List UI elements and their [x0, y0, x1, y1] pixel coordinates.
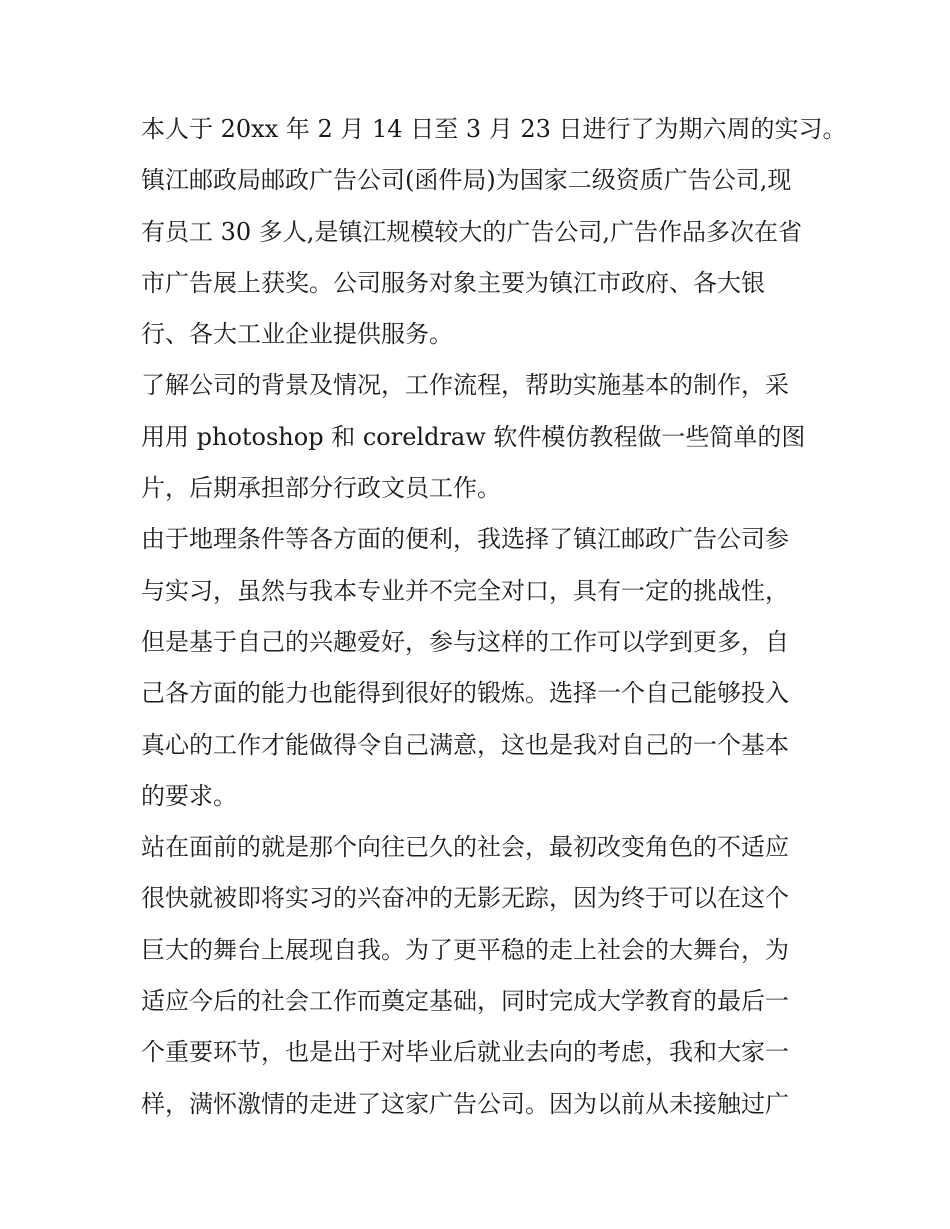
text-line-17: 巨大的舞台上展现自我。为了更平稳的走上社会的大舞台，为: [141, 935, 789, 964]
text-line-3: 有员工 30 多人,是镇江规模较大的广告公司,广告作品多次在省: [141, 217, 803, 246]
text-line-9: 由于地理条件等各方面的便利，我选择了镇江邮政广告公司参: [141, 525, 789, 554]
text-line-12: 己各方面的能力也能得到很好的锻炼。选择一个自己能够投入: [141, 679, 789, 708]
text-line-7: 用用 photoshop 和 coreldraw 软件模仿教程做一些简单的图: [141, 422, 806, 451]
text-line-14: 的要求。: [141, 781, 237, 810]
text-line-20: 样，满怀激情的走进了这家广告公司。因为以前从未接触过广: [141, 1089, 789, 1118]
text-line-18: 适应今后的社会工作而奠定基础，同时完成大学教育的最后一: [141, 987, 789, 1016]
text-line-5: 行、各大工业企业提供服务。: [141, 320, 453, 349]
text-line-8: 片，后期承担部分行政文员工作。: [141, 474, 501, 503]
text-line-4: 市广告展上获奖。公司服务对象主要为镇江市政府、各大银: [141, 268, 765, 297]
text-line-10: 与实习，虽然与我本专业并不完全对口，具有一定的挑战性，: [141, 576, 789, 605]
text-line-16: 很快就被即将实习的兴奋冲的无影无踪，因为终于可以在这个: [141, 884, 789, 913]
text-line-15: 站在面前的就是那个向往已久的社会，最初改变角色的不适应: [141, 833, 789, 862]
document-body: [141, 104, 847, 1130]
text-line-2: 镇江邮政局邮政广告公司(函件局)为国家二级资质广告公司,现: [141, 166, 792, 195]
text-line-11: 但是基于自己的兴趣爱好，参与这样的工作可以学到更多，自: [141, 627, 789, 656]
text-line-19: 个重要环节，也是出于对毕业后就业去向的考虑，我和大家一: [141, 1038, 789, 1067]
text-line-13: 真心的工作才能做得令自己满意，这也是我对自己的一个基本: [141, 730, 789, 759]
text-line-6: 了解公司的背景及情况，工作流程，帮助实施基本的制作，采: [141, 371, 789, 400]
text-line-1: 本人于 20xx 年 2 月 14 日至 3 月 23 日进行了为期六周的实习。: [141, 115, 847, 143]
